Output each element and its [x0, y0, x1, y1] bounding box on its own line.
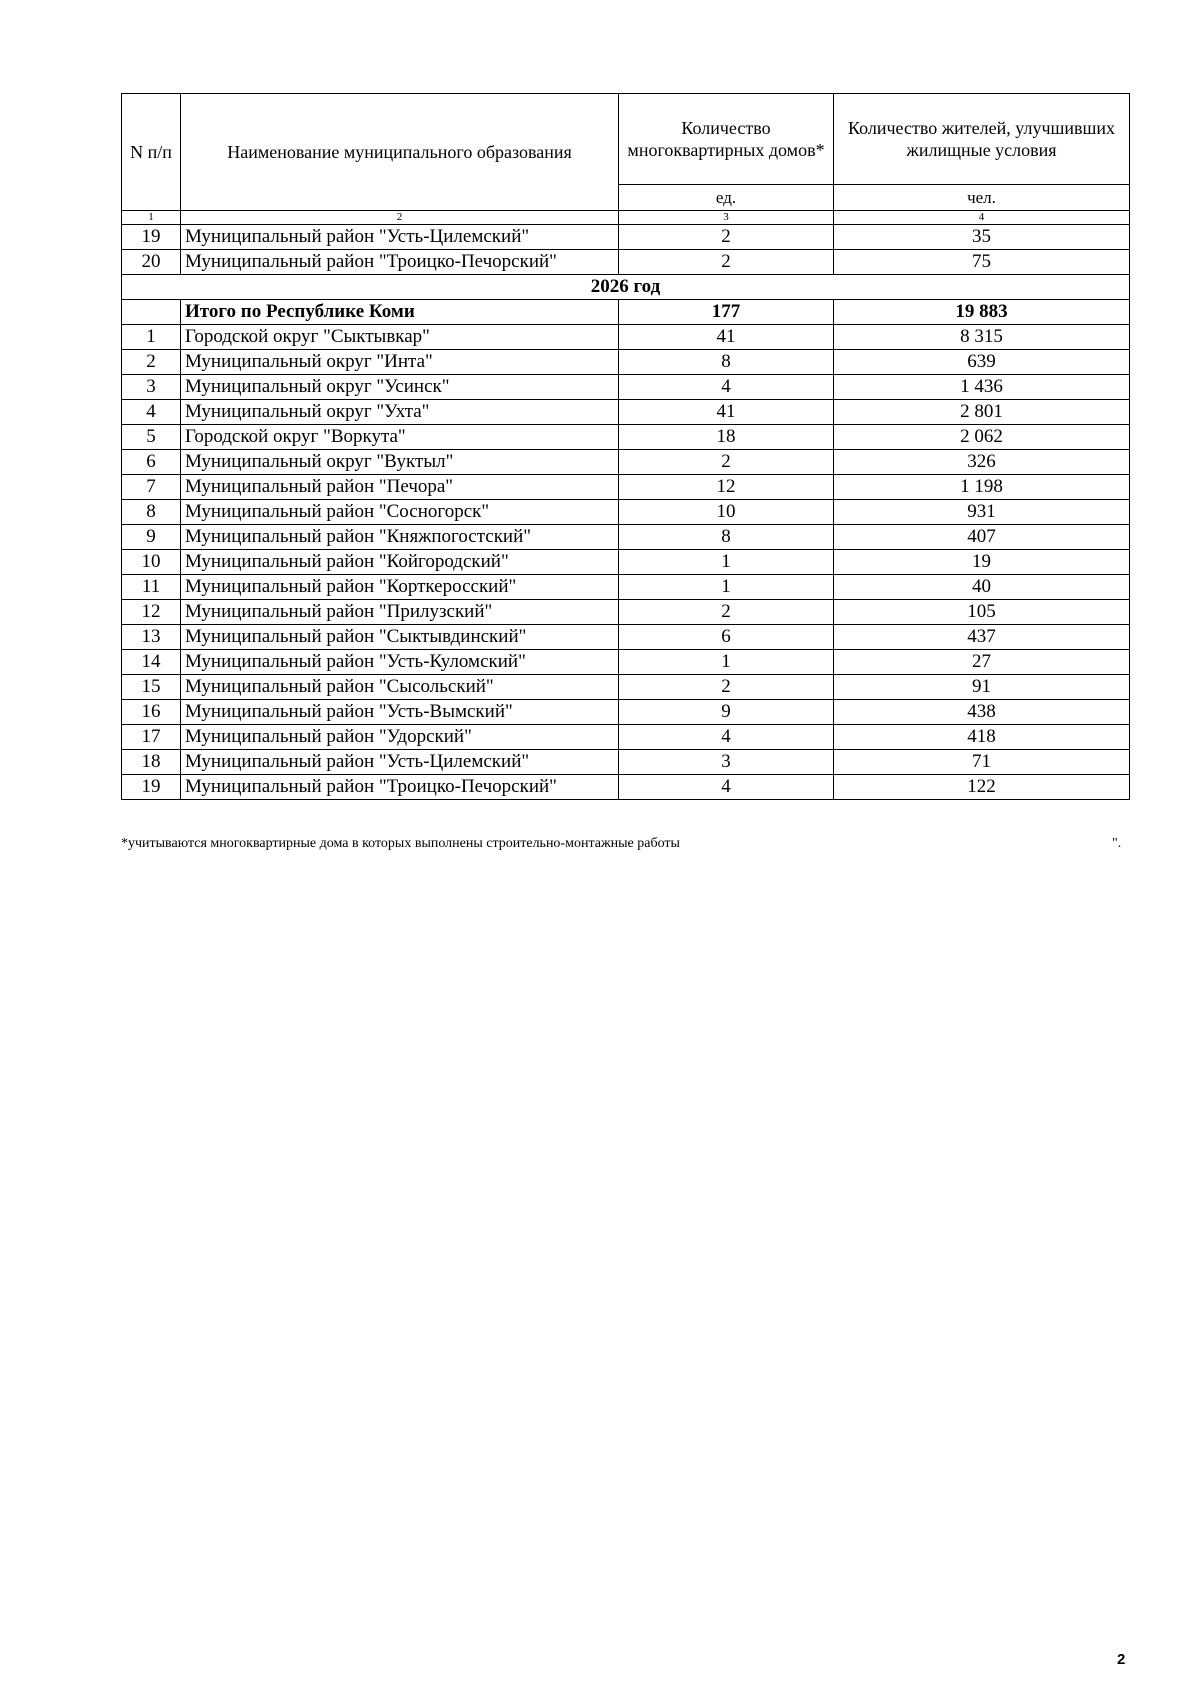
table-row	[122, 625, 1130, 650]
row-residents: 27	[834, 650, 1130, 675]
row-residents: 75	[834, 250, 1130, 275]
table-row	[122, 500, 1130, 525]
total-row	[122, 300, 1130, 325]
page-number: 2	[1117, 1651, 1126, 1668]
total-houses: 177	[619, 300, 834, 325]
row-residents: 326	[834, 450, 1130, 475]
row-num: 2	[122, 350, 181, 375]
row-residents: 1 436	[834, 375, 1130, 400]
row-name: Муниципальный район "Сысольский"	[181, 675, 619, 700]
table-row	[122, 675, 1130, 700]
row-name: Муниципальный округ "Ухта"	[181, 400, 619, 425]
header-name: Наименование муниципального образования	[181, 94, 619, 211]
row-houses: 2	[619, 675, 834, 700]
row-residents: 40	[834, 575, 1130, 600]
col-number-3: 3	[619, 211, 834, 225]
row-name: Муниципальный округ "Усинск"	[181, 375, 619, 400]
row-houses: 8	[619, 525, 834, 550]
row-num: 12	[122, 600, 181, 625]
row-name: Муниципальный район "Сыктывдинский"	[181, 625, 619, 650]
row-houses: 4	[619, 775, 834, 800]
header-row	[122, 94, 1130, 185]
table-row	[122, 725, 1130, 750]
row-residents: 438	[834, 700, 1130, 725]
section-row	[122, 275, 1130, 300]
header-residents: Количество жителей, улучшивших жилищные условия	[834, 94, 1130, 185]
row-residents: 8 315	[834, 325, 1130, 350]
row-residents: 71	[834, 750, 1130, 775]
row-name: Муниципальный район "Усть-Цилемский"	[181, 750, 619, 775]
unit-houses: ед.	[619, 185, 834, 211]
table-row	[122, 325, 1130, 350]
row-num: 14	[122, 650, 181, 675]
row-num: 17	[122, 725, 181, 750]
table-row	[122, 250, 1130, 275]
unit-residents: чел.	[834, 185, 1130, 211]
row-houses: 41	[619, 400, 834, 425]
row-houses: 2	[619, 450, 834, 475]
row-num: 19	[122, 225, 181, 250]
row-houses: 8	[619, 350, 834, 375]
row-num: 1	[122, 325, 181, 350]
row-name: Городской округ "Сыктывкар"	[181, 325, 619, 350]
section-title: 2026 год	[122, 275, 1130, 300]
row-name: Муниципальный район "Усть-Куломский"	[181, 650, 619, 675]
row-residents: 407	[834, 525, 1130, 550]
table-row	[122, 400, 1130, 425]
row-houses: 12	[619, 475, 834, 500]
table-row	[122, 600, 1130, 625]
row-residents: 2 801	[834, 400, 1130, 425]
table-row	[122, 575, 1130, 600]
row-num: 15	[122, 675, 181, 700]
row-houses: 41	[619, 325, 834, 350]
col-number-1: 1	[122, 211, 181, 225]
table-row	[122, 225, 1130, 250]
table-row	[122, 350, 1130, 375]
row-name: Муниципальный округ "Инта"	[181, 350, 619, 375]
row-num: 9	[122, 525, 181, 550]
row-residents: 35	[834, 225, 1130, 250]
row-houses: 1	[619, 575, 834, 600]
row-residents: 418	[834, 725, 1130, 750]
row-houses: 18	[619, 425, 834, 450]
header-houses: Количество многоквартирных домов*	[619, 94, 834, 185]
row-num: 3	[122, 375, 181, 400]
col-number-4: 4	[834, 211, 1130, 225]
row-num: 5	[122, 425, 181, 450]
total-name: Итого по Республике Коми	[181, 300, 619, 325]
row-name: Муниципальный район "Усть-Цилемский"	[181, 225, 619, 250]
row-num: 20	[122, 250, 181, 275]
table-row	[122, 750, 1130, 775]
row-houses: 10	[619, 500, 834, 525]
row-name: Муниципальный район "Троицко-Печорский"	[181, 775, 619, 800]
row-num: 19	[122, 775, 181, 800]
row-num: 18	[122, 750, 181, 775]
row-num: 16	[122, 700, 181, 725]
row-houses: 4	[619, 725, 834, 750]
col-number-2: 2	[181, 211, 619, 225]
row-name: Муниципальный район "Койгородский"	[181, 550, 619, 575]
header-num: N п/п	[122, 94, 181, 211]
total-residents: 19 883	[834, 300, 1130, 325]
row-num: 11	[122, 575, 181, 600]
row-houses: 2	[619, 250, 834, 275]
end-quote-mark: ".	[1112, 836, 1122, 851]
row-residents: 931	[834, 500, 1130, 525]
table-row	[122, 525, 1130, 550]
row-name: Муниципальный район "Удорский"	[181, 725, 619, 750]
row-houses: 6	[619, 625, 834, 650]
row-name: Муниципальный округ "Вуктыл"	[181, 450, 619, 475]
row-houses: 2	[619, 600, 834, 625]
row-num: 13	[122, 625, 181, 650]
row-name: Муниципальный район "Усть-Вымский"	[181, 700, 619, 725]
row-name: Муниципальный район "Прилузский"	[181, 600, 619, 625]
row-name: Муниципальный район "Печора"	[181, 475, 619, 500]
housing-table	[121, 93, 1130, 800]
row-num: 7	[122, 475, 181, 500]
footnote: *учитываются многоквартирные дома в которых выполнены строительно-монтажные работы	[121, 836, 680, 851]
row-houses: 2	[619, 225, 834, 250]
row-houses: 4	[619, 375, 834, 400]
row-num: 8	[122, 500, 181, 525]
row-residents: 437	[834, 625, 1130, 650]
row-residents: 122	[834, 775, 1130, 800]
row-name: Муниципальный район "Троицко-Печорский"	[181, 250, 619, 275]
row-residents: 19	[834, 550, 1130, 575]
table-row	[122, 450, 1130, 475]
row-residents: 1 198	[834, 475, 1130, 500]
row-name: Муниципальный район "Корткеросский"	[181, 575, 619, 600]
row-num: 4	[122, 400, 181, 425]
table-row	[122, 650, 1130, 675]
column-numbers-row	[122, 211, 1130, 225]
table-row	[122, 375, 1130, 400]
table-row	[122, 550, 1130, 575]
row-num: 10	[122, 550, 181, 575]
row-name: Муниципальный район "Сосногорск"	[181, 500, 619, 525]
table-row	[122, 775, 1130, 800]
row-houses: 3	[619, 750, 834, 775]
table-row	[122, 700, 1130, 725]
row-residents: 105	[834, 600, 1130, 625]
row-residents: 91	[834, 675, 1130, 700]
row-houses: 1	[619, 650, 834, 675]
row-num: 6	[122, 450, 181, 475]
table-row	[122, 425, 1130, 450]
row-residents: 639	[834, 350, 1130, 375]
row-name: Городской округ "Воркута"	[181, 425, 619, 450]
total-num	[122, 300, 181, 325]
table-row	[122, 475, 1130, 500]
row-houses: 9	[619, 700, 834, 725]
row-houses: 1	[619, 550, 834, 575]
row-name: Муниципальный район "Княжпогостский"	[181, 525, 619, 550]
row-residents: 2 062	[834, 425, 1130, 450]
